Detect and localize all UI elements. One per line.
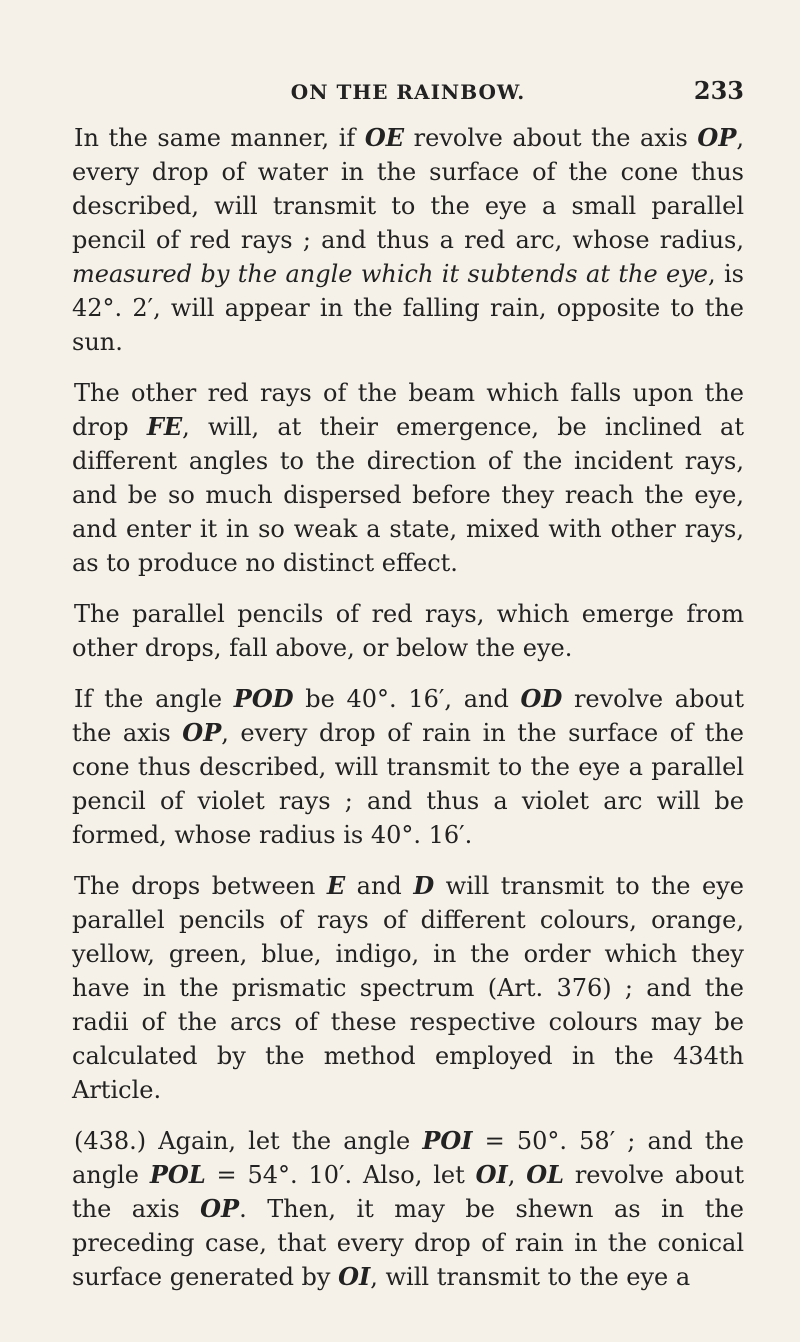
emphasized-text: FE <box>146 412 183 441</box>
emphasized-text: OI <box>475 1160 508 1189</box>
text-run: . Then, it may be shewn as in the preceding case, that every drop of rain in the conical surface generated by <box>72 1195 744 1291</box>
text-run: , is 42°. 2′, will appear in the falling rain, opposite to the sun. <box>72 260 745 356</box>
paragraph <box>72 869 744 1107</box>
emphasized-text: OL <box>526 1160 564 1189</box>
text-run: , every drop of rain in the surface of the cone thus described, will transmit to the eye a parallel pencil of violet rays ; and thus a violet arc will be formed, whose radius is 40°. 16′. <box>72 719 744 849</box>
text-run: be 40°. 16′, and <box>293 685 521 713</box>
emphasized-text: D <box>413 871 435 900</box>
text-run: revolve about the axis <box>404 124 698 152</box>
text-run: The drops between <box>74 872 327 900</box>
emphasized-text: measured by the angle which it subtends at the eye <box>72 260 708 288</box>
text-run: , <box>507 1161 527 1189</box>
text-run: , will, at their emergence, be inclined at different angles to the direction of the incident rays, and be so much dispersed before they reach the eye, and enter it in so weak a state, mixed with other rays, as to produce no distinct effect. <box>72 413 744 577</box>
text-run: and <box>345 872 414 900</box>
text-run: , will transmit to the eye a <box>370 1263 691 1291</box>
paragraph <box>72 376 744 580</box>
text-run: = 50°. 58′ ; and the angle <box>72 1127 744 1189</box>
paragraph <box>72 597 744 665</box>
text-run: , every drop of water in the surface of the cone thus described, will transmit to the eye a small parallel pencil of red rays ; and thus a red arc, whose radius, <box>72 124 744 254</box>
emphasized-text: OD <box>520 684 563 713</box>
emphasized-text: POD <box>233 684 294 713</box>
page-number: 233 <box>693 76 744 105</box>
text-run: In the same manner, if <box>74 124 365 152</box>
text-run: revolve about the axis <box>72 685 744 747</box>
text-run: revolve about the axis <box>72 1161 745 1223</box>
emphasized-text: E <box>326 871 346 900</box>
text-run: The parallel pencils of red rays, which emerge from other drops, fall above, or below the eye. <box>72 600 744 662</box>
emphasized-text: OI <box>338 1262 371 1291</box>
running-title: ON THE RAINBOW. <box>290 80 526 104</box>
text-run: = 54°. 10′. Also, let <box>205 1161 476 1189</box>
text-run: The other red rays of the beam which falls upon the drop <box>72 379 744 441</box>
emphasized-text: POL <box>149 1160 206 1189</box>
paragraph <box>72 121 744 359</box>
paragraph <box>72 1124 744 1294</box>
text-run: will transmit to the eye parallel pencils of rays of different colours, orange, yellow, green, blue, indigo, in the order which they have in the prismatic spectrum (Art. 376) ; and the radii of the arcs of these respective colours may be calculated by the method employed in the 434th Article. <box>72 872 744 1104</box>
body-text <box>72 121 744 1294</box>
paragraph <box>72 682 744 852</box>
emphasized-text: OP <box>697 123 737 152</box>
emphasized-text: OP <box>200 1194 240 1223</box>
emphasized-text: POI <box>422 1126 473 1155</box>
text-run: (438.) Again, let the angle <box>74 1127 423 1155</box>
text-run: If the angle <box>74 685 234 713</box>
emphasized-text: OE <box>364 123 405 152</box>
running-header <box>72 76 744 105</box>
emphasized-text: OP <box>182 718 222 747</box>
